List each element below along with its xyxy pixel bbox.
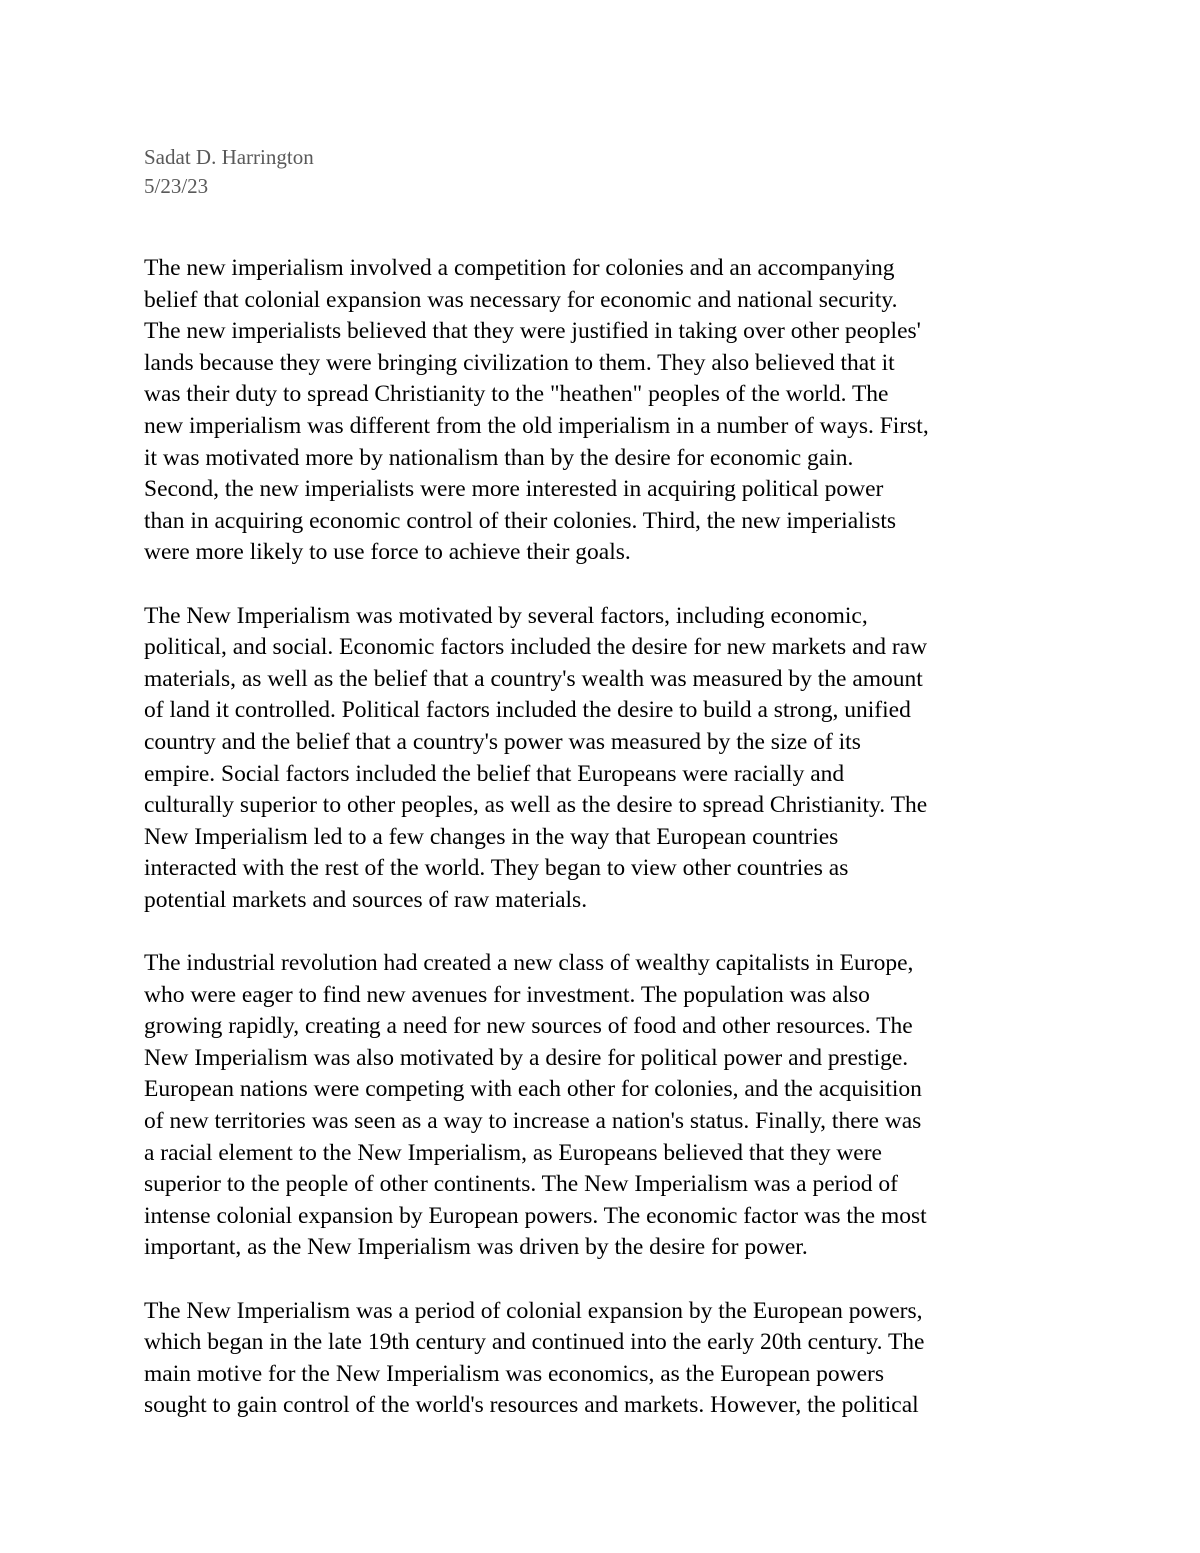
text-line: New Imperialism led to a few changes in the way that European countries	[144, 823, 839, 850]
text-line: new imperialism was different from the old imperialism in a number of ways. First,	[144, 412, 929, 439]
paragraph-gap	[144, 1264, 1064, 1296]
text-line: lands because they were bringing civilization to them. They also believed that it	[144, 349, 895, 376]
text-line: it was motivated more by nationalism than by the desire for economic gain.	[144, 444, 854, 471]
text-line: of land it controlled. Political factors included the desire to build a strong, unified	[144, 697, 911, 724]
paragraph-gap	[144, 916, 1064, 948]
text-line: The New Imperialism was a period of colonial expansion by the European powers,	[144, 1297, 923, 1324]
text-line: The industrial revolution had created a new class of wealthy capitalists in Europe,	[144, 950, 914, 977]
text-line: interacted with the rest of the world. They began to view other countries as	[144, 855, 849, 882]
text-line: materials, as well as the belief that a country's wealth was measured by the amount	[144, 665, 923, 692]
paragraph-2	[144, 601, 1064, 917]
text-line: was their duty to spread Christianity to the "heathen" peoples of the world. The	[144, 381, 889, 408]
paragraph-gap	[144, 569, 1064, 601]
text-line: European nations were competing with each other for colonies, and the acquisition	[144, 1076, 922, 1103]
text-line: who were eager to find new avenues for investment. The population was also	[144, 981, 870, 1008]
document-body	[144, 253, 1064, 1422]
text-line: political, and social. Economic factors included the desire for new markets and raw	[144, 634, 928, 661]
text-line: culturally superior to other peoples, as well as the desire to spread Christianity. The	[144, 792, 928, 819]
paragraph-3	[144, 948, 1064, 1264]
text-line: potential markets and sources of raw materials.	[144, 886, 588, 913]
document-header	[144, 143, 544, 201]
text-line: The new imperialism involved a competition for colonies and an accompanying	[144, 255, 895, 281]
text-line: main motive for the New Imperialism was economics, as the European powers	[144, 1360, 885, 1387]
author-name: Sadat D. Harrington	[144, 145, 314, 169]
text-line: Second, the new imperialists were more interested in acquiring political power	[144, 476, 884, 503]
text-line: a racial element to the New Imperialism, as Europeans believed that they were	[144, 1139, 882, 1166]
text-line: than in acquiring economic control of their colonies. Third, the new imperialists	[144, 507, 897, 534]
text-line: empire. Social factors included the belief that Europeans were racially and	[144, 760, 845, 787]
text-line: country and the belief that a country's power was measured by the size of its	[144, 728, 861, 755]
text-line: which began in the late 19th century and continued into the early 20th century. The	[144, 1329, 925, 1356]
text-line: superior to the people of other continents. The New Imperialism was a period of	[144, 1171, 898, 1198]
text-line: New Imperialism was also motivated by a desire for political power and prestige.	[144, 1044, 909, 1071]
text-line: The new imperialists believed that they were justified in taking over other peoples'	[144, 318, 921, 345]
text-line: of new territories was seen as a way to increase a nation's status. Finally, there was	[144, 1108, 922, 1135]
text-line: The New Imperialism was motivated by several factors, including economic,	[144, 602, 868, 629]
text-line: important, as the New Imperialism was driven by the desire for power.	[144, 1234, 808, 1261]
text-line: intense colonial expansion by European powers. The economic factor was the most	[144, 1202, 927, 1229]
text-line: sought to gain control of the world's resources and markets. However, the political	[144, 1392, 919, 1419]
text-line: were more likely to use force to achieve their goals.	[144, 539, 631, 566]
paragraph-1	[144, 253, 1064, 569]
text-line: belief that colonial expansion was necessary for economic and national security.	[144, 286, 898, 313]
document-date: 5/23/23	[144, 174, 209, 198]
paragraph-4	[144, 1296, 1064, 1422]
text-line: growing rapidly, creating a need for new sources of food and other resources. The	[144, 1013, 913, 1040]
